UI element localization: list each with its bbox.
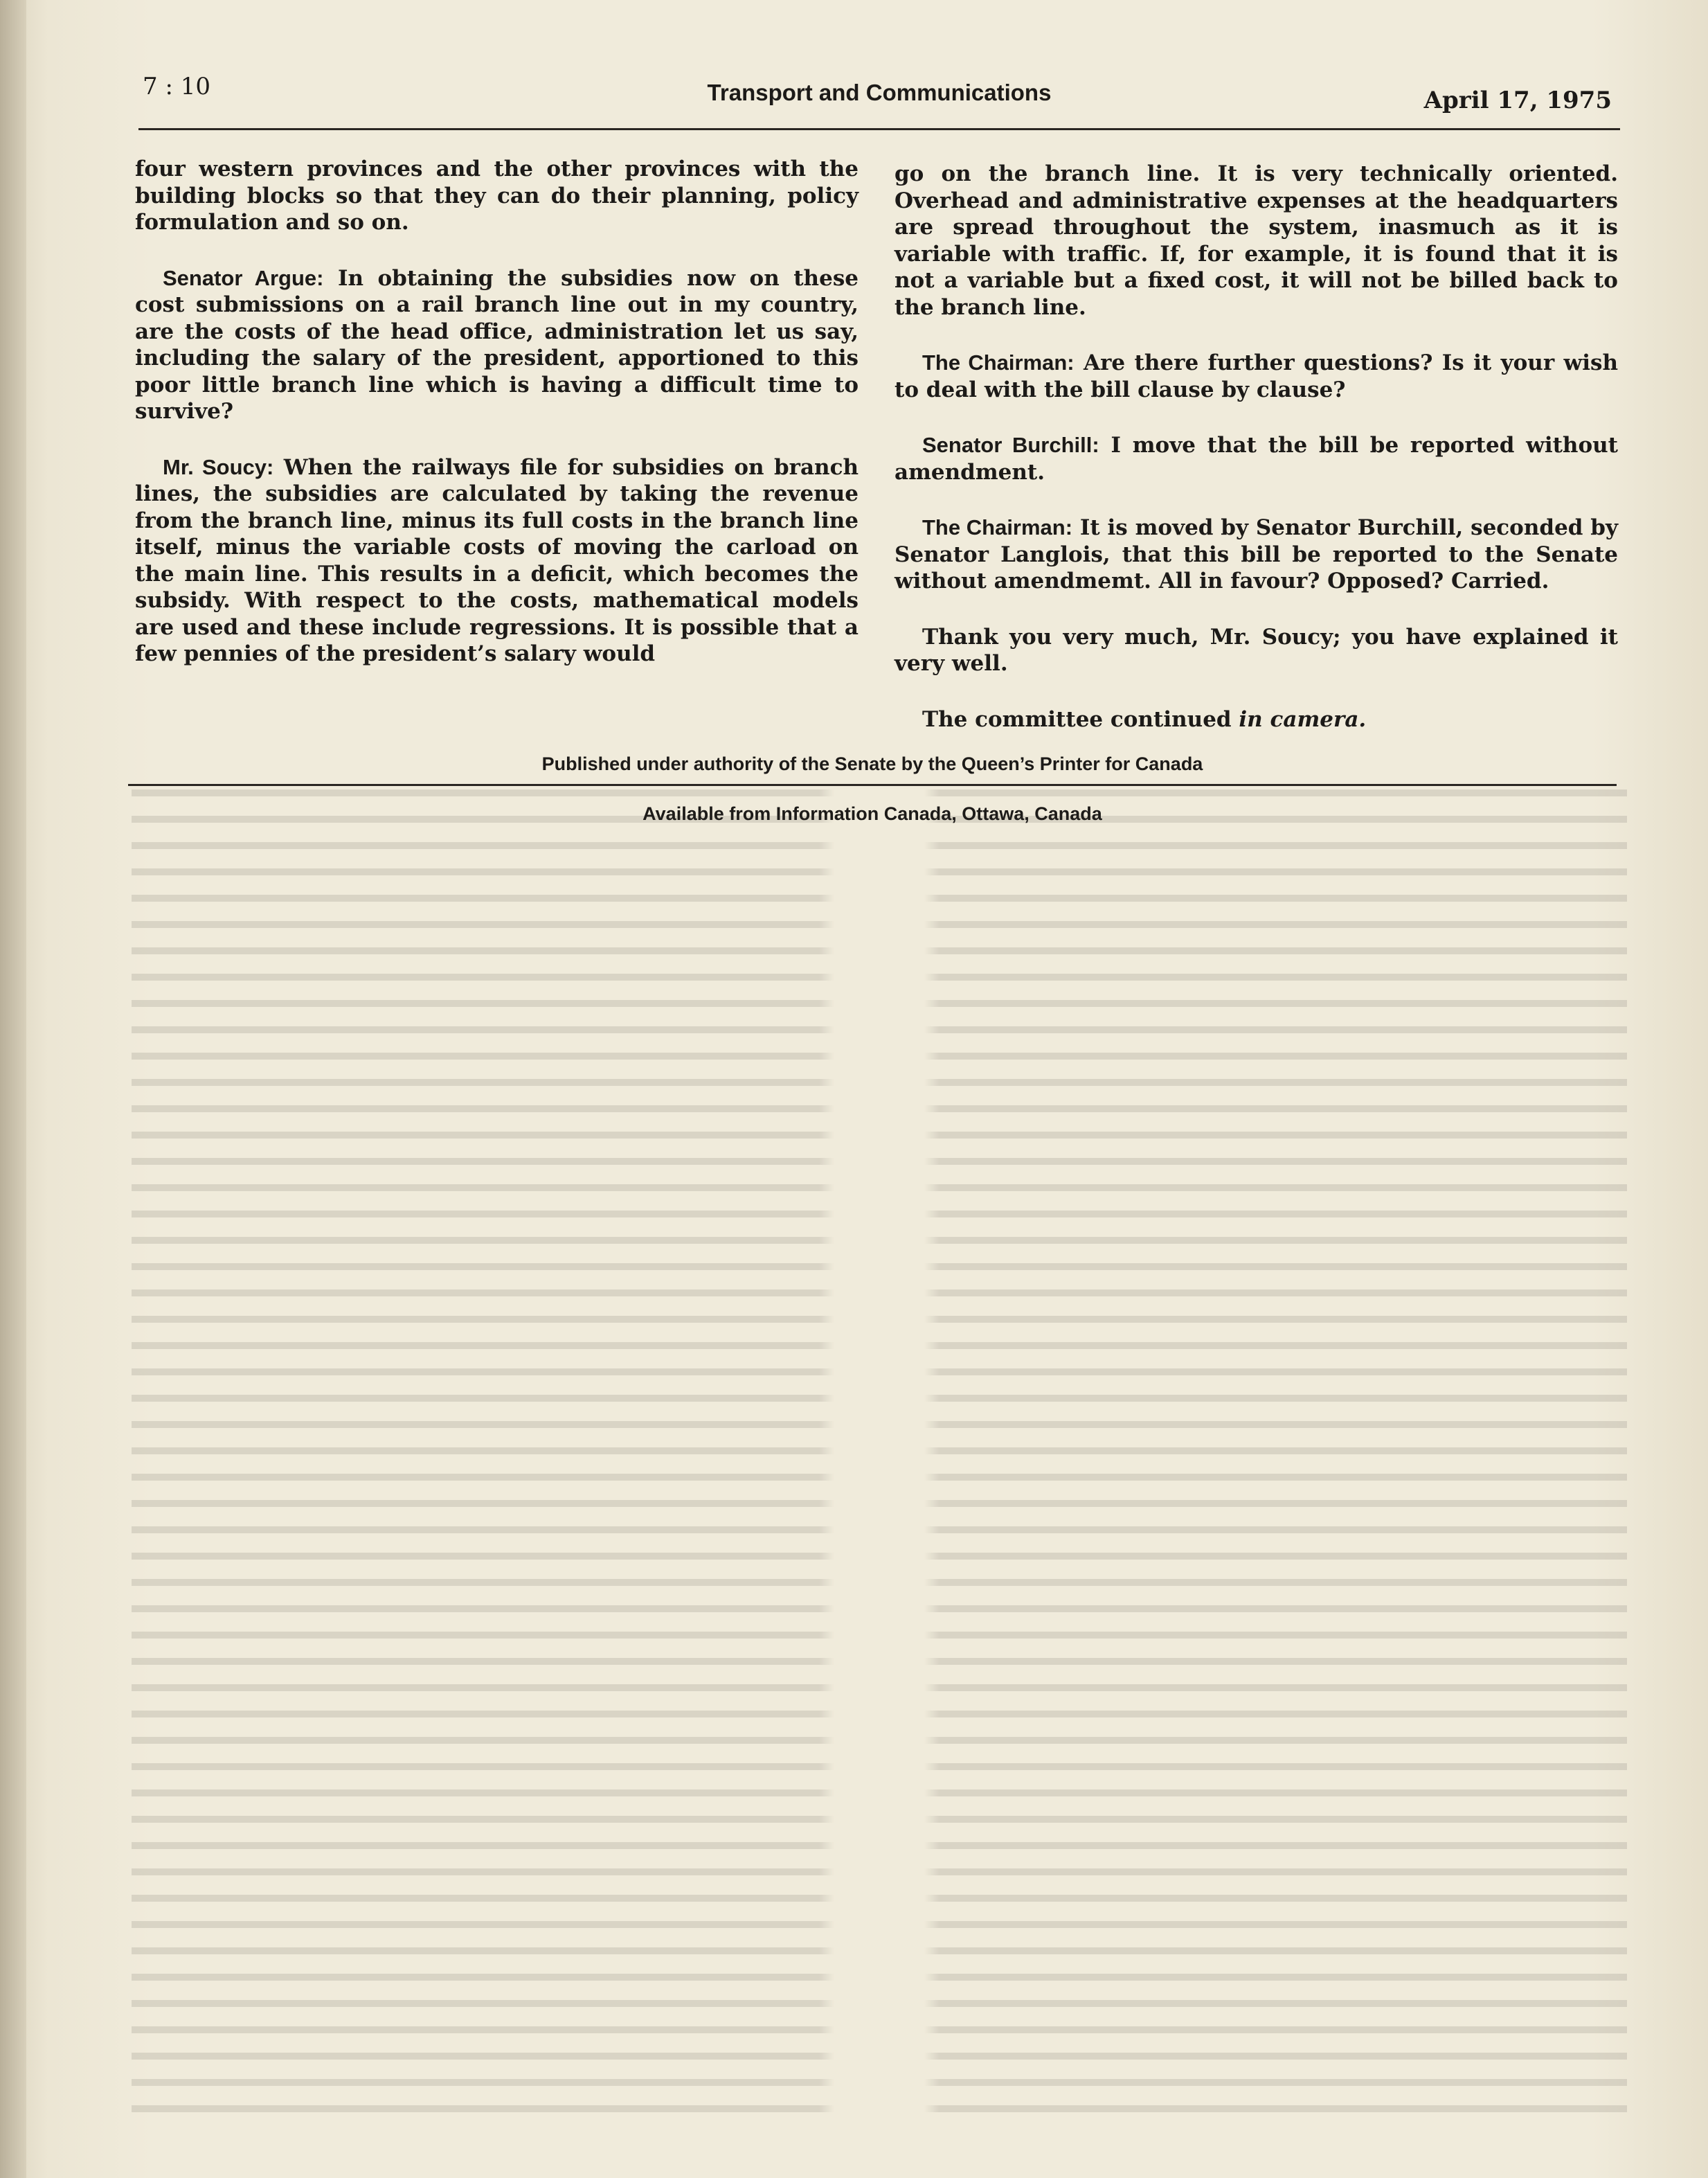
paragraph [895, 432, 1618, 485]
imprint-published: Published under authority of the Senate by the Queen’s Printer for Canada [541, 753, 1203, 774]
right-column [895, 161, 1618, 762]
left-column [135, 156, 859, 697]
binding-edge [0, 0, 26, 2178]
paragraph [895, 515, 1618, 595]
closing-italic: in camera. [1239, 706, 1367, 732]
speaker-name: Senator Argue: [163, 265, 324, 290]
speech-text: It is moved by Senator Burchill, seconded by Senator Langlois, that this bill be reported to the Senate without amendmemt. All in favour? Opposed? Carried. [895, 515, 1618, 593]
speaker-name: Mr. Soucy: [163, 454, 274, 479]
running-title: Transport and Communications [707, 80, 1052, 105]
paragraph: four western provinces and the other provinces with the building blocks so that they can do their planning, policy formulation and so on. [135, 157, 859, 235]
speaker-name: The Chairman: [922, 515, 1073, 539]
speech-text: I move that the bill be reported without amendment. [895, 433, 1618, 485]
paragraph [135, 454, 859, 668]
paragraph: go on the branch line. It is very technically oriented. Overhead and administrative expenses at the headquarters are spread throughout the system, inasmuch as it is variable with traffic. If, for example, it is found that it is not a variable but a fixed cost, it will not be billed back to the branch line. [895, 161, 1618, 320]
page-number: 7 : 10 [143, 73, 210, 100]
speaker-name: Senator Burchill: [922, 433, 1099, 457]
paragraph: Thank you very much, Mr. Soucy; you have explained it very well. [895, 624, 1618, 676]
paragraph [895, 350, 1618, 403]
imprint-available: Available from Information Canada, Ottawa, Canada [642, 803, 1102, 824]
header-date: April 17, 1975 [1423, 87, 1612, 114]
paragraph [135, 265, 859, 425]
page-header [138, 66, 1620, 130]
bleed-through-texture [132, 783, 1627, 2112]
speech-text: When the railways file for subsidies on branch lines, the subsidies are calculated by taking the revenue from the branch line, minus its full costs in the branch line itself, minus the variable costs of moving the carload on the main line. This results in a deficit, which becomes the subsidy. With respect to the costs, mathematical models are used and these include regressions. It is possible that a few pennies of the president’s salary would [135, 454, 859, 666]
speaker-name: The Chairman: [922, 350, 1075, 375]
speech-text: Are there further questions? Is it your wish to deal with the bill clause by clause? [895, 350, 1619, 402]
closing-text: The committee continued [922, 706, 1232, 732]
speech-text: In obtaining the subsidies now on these cost submissions on a rail branch line out in my country, are the costs of the head office, administration let us say, including the salary of the president, apportioned to this poor little branch line which is having a difficult time to survive? [135, 265, 859, 424]
paragraph [895, 706, 1618, 733]
